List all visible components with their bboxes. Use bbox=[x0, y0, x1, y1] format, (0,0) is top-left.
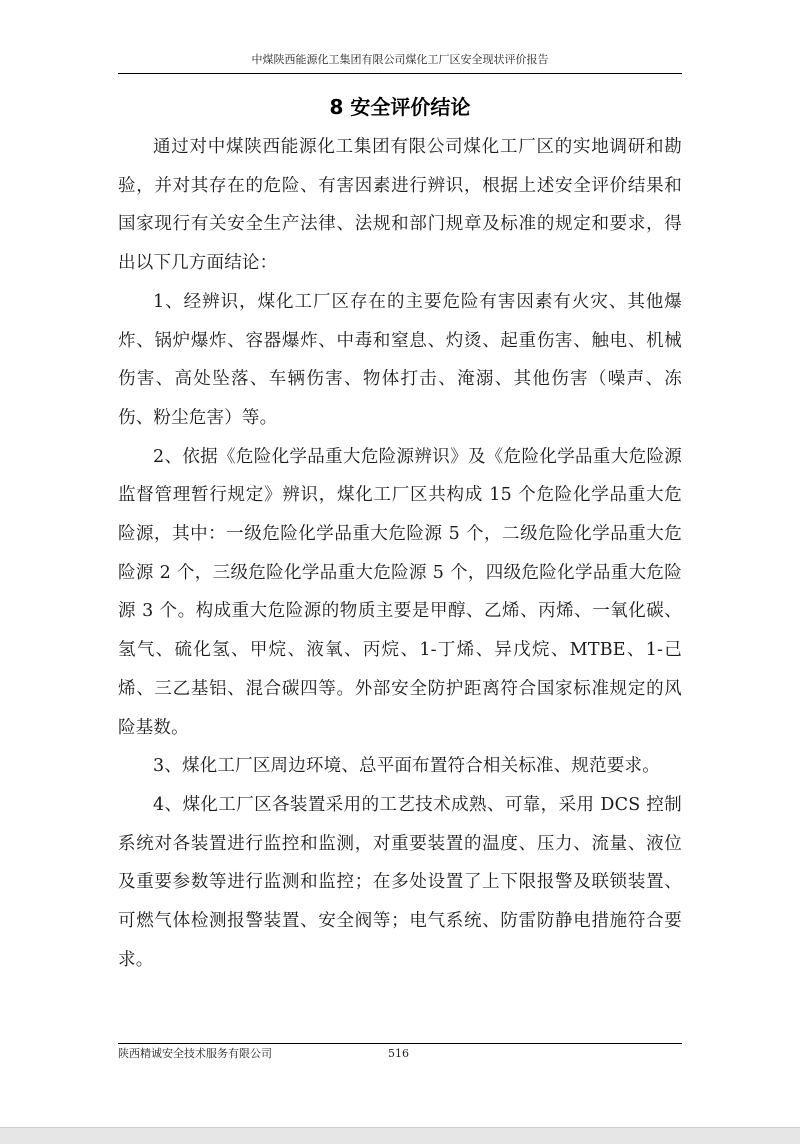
document-body bbox=[118, 128, 682, 979]
paragraph-conclusion-4: 4、煤化工厂区各装置采用的工艺技术成熟、可靠，采用 DCS 控制系统对各装置进行监控和监测，对重要装置的温度、压力、流量、液位及重要参数等进行监测和监控；在多处设置了上下限报警及联锁装置、可燃气体检测报警装置、安全阀等；电气系统、防雷防静电措施符合要求。 bbox=[118, 794, 682, 970]
header-divider bbox=[118, 73, 682, 74]
page-header: 中煤陕西能源化工集团有限公司煤化工厂区安全现状评价报告 bbox=[251, 53, 549, 66]
viewer-scroll-area bbox=[0, 1127, 800, 1144]
paragraph-conclusion-1: 1、经辨识，煤化工厂区存在的主要危险有害因素有火灾、其他爆炸、锅炉爆炸、容器爆炸、中毒和窒息、灼烫、起重伤害、触电、机械伤害、高处坠落、车辆伤害、物体打击、淹溺、其他伤害（噪声、冻伤、粉尘危害）等。 bbox=[118, 291, 682, 428]
footer-company: 陕西精诚安全技术服务有限公司 bbox=[118, 1047, 272, 1060]
paragraph-intro: 通过对中煤陕西能源化工集团有限公司煤化工厂区的实地调研和勘验，并对其存在的危险、有害因素进行辨识，根据上述安全评价结果和国家现行有关安全生产法律、法规和部门规章及标准的规定和要求，得出以下几方面结论： bbox=[118, 137, 682, 274]
page-number: 516 bbox=[388, 1047, 409, 1060]
paragraph-conclusion-3: 3、煤化工厂区周边环境、总平面布置符合相关标准、规范要求。 bbox=[153, 756, 660, 777]
section-title: 8 安全评价结论 bbox=[329, 95, 471, 119]
paragraph-conclusion-2: 2、依据《危险化学品重大危险源辨识》及《危险化学品重大危险源监督管理暂行规定》辨识，煤化工厂区共构成 15 个危险化学品重大危险源，其中：一级危险化学品重大危险源 5 个，二级危险化学品重大危险源 2 个，三级危险化学品重大危险源 5 个，四级危险化学品重大危险源 3 个。构成重大危险源的物质主要是甲醇、乙烯、丙烯、一氧化碳、氢气、硫化氢、甲烷、液氧、丙烷、1-丁烯、异戊烷、MTBE、1-己烯、三乙基铝、混合碳四等。外部安全防护距离符合国家标准规定的风险基数。 bbox=[118, 446, 682, 738]
footer-divider bbox=[118, 1043, 682, 1044]
